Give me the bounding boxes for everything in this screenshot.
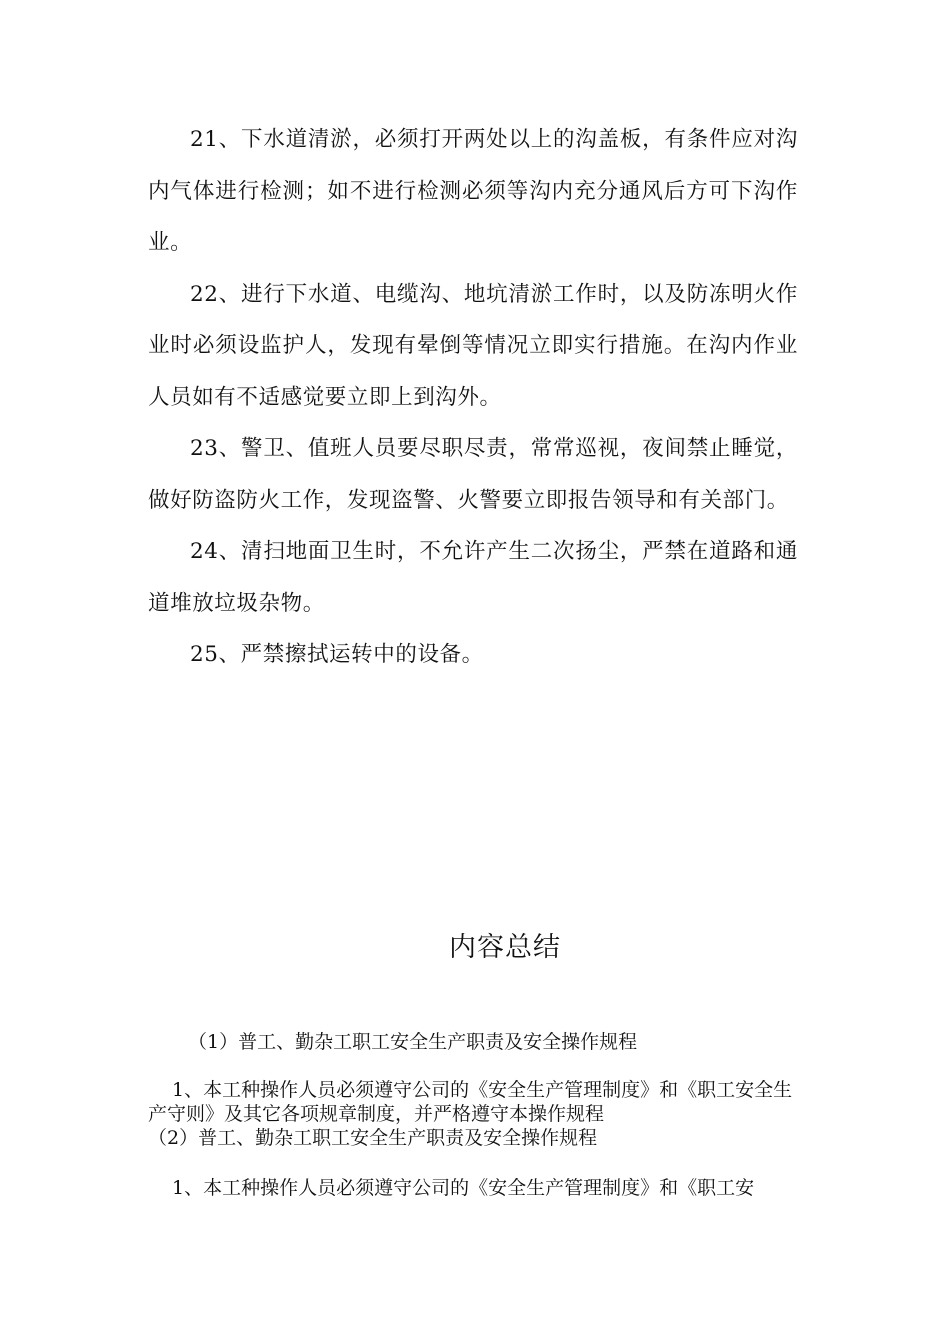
section-2-heading: （2）普工、勤杂工职工安全生产职责及安全操作规程 (148, 1127, 598, 1149)
rule-24: 24、清扫地面卫生时，不允许产生二次扬尘，严禁在道路和通道堆放垃圾杂物。 (148, 539, 798, 616)
rule-21: 21、下水道清淤，必须打开两处以上的沟盖板，有条件应对沟内气体进行检测；如不进行检测必须等沟内充分通风后方可下沟作业。 (148, 127, 798, 255)
section-1-body (148, 1078, 808, 1126)
section-1-text: 1、本工种操作人员必须遵守公司的《安全生产管理制度》和《职工安全生产守则》及其它各项规章制度，并严格遵守本操作规程 (148, 1079, 793, 1125)
rule-23: 23、警卫、值班人员要尽职尽责，常常巡视，夜间禁止睡觉，做好防盗防火工作，发现盗警、火警要立即报告领导和有关部门。 (148, 436, 798, 513)
section-1-heading: （1）普工、勤杂工职工安全生产职责及安全操作规程 (188, 1031, 638, 1053)
safety-rules (148, 114, 798, 681)
summary-title: 内容总结 (449, 932, 561, 963)
section-2-text: 1、本工种操作人员必须遵守公司的《安全生产管理制度》和《职工安 (172, 1177, 755, 1199)
rule-22: 22、进行下水道、电缆沟、地坑清淤工作时，以及防冻明火作业时必须设监护人，发现有晕倒等情况立即实行措施。在沟内作业人员如有不适感觉要立即上到沟外。 (148, 281, 798, 410)
section-2-body (148, 1176, 808, 1200)
rule-25: 25、严禁擦拭运转中的设备。 (190, 642, 484, 667)
